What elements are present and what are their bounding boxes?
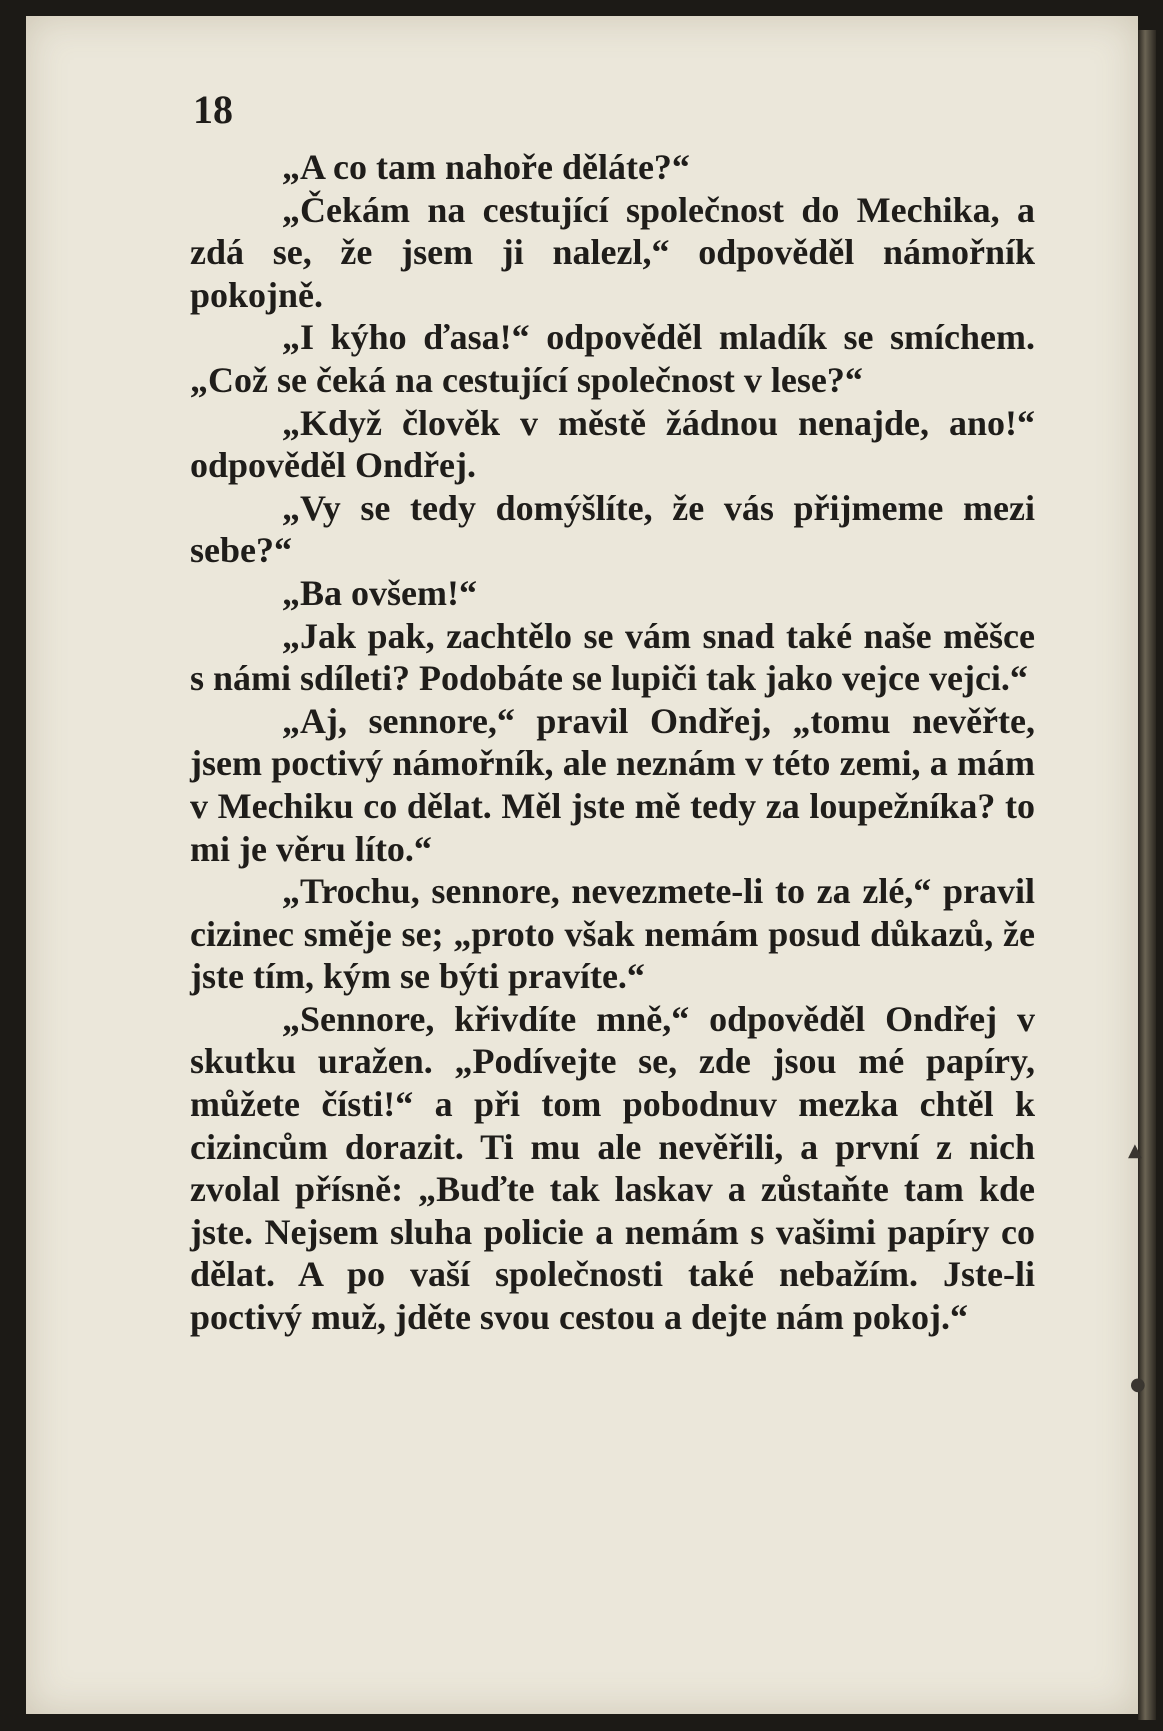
paragraph-5: „Vy se tedy domýšlíte, že vás přijmeme mezi sebe?“ [190,487,1035,571]
paragraph-2: „Čekám na cestující společnost do Mechika, a zdá se, že jsem ji nalezl,“ odpověděl námořník pokojně. [190,189,1035,315]
paragraph-9: „Trochu, sennore, nevezmete-li to za zlé,“ pravil cizinec směje se; „proto však nemám posud důkazů, že jste tím, kým se býti pravíte.“ [190,871,1035,997]
page-text [190,82,1035,1339]
paragraph-1: „A co tam nahoře děláte?“ [282,147,690,187]
paragraph-10: „Sennore, křivdíte mně,“ odpověděl Ondřej v skutku uražen. „Podívejte se, zde jsou mé papíry, můžete čísti!“ a při tom pobodnuv mezka chtěl k cizincům dorazit. Ti mu ale nevěřili, a první z nich zvolal přísně: „Buďte tak laskav a zůstaňte tam kde jste. Nejsem sluha policie a nemám s vašimi papíry co dělat. A po vaší společnosti také nebažím. Jste-li poctivý muž, jděte svou cestou a dejte nám pokoj.“ [190,998,1035,1338]
paragraph-8: „Aj, sennore,“ pravil Ondřej, „tomu nevěřte, jsem poctivý námořník, ale neznám v této zemi, a mám v Mechiku co dělat. Měl jste mě tedy za loupežníka? to mi je věru líto.“ [190,700,1035,869]
paragraph-4: „Když člověk v městě žádnou nenajde, ano!“ odpověděl Ondřej. [190,402,1035,486]
margin-dot-icon: ● [1130,1374,1146,1395]
page-number: 18 [193,87,233,132]
page-binding-edge [1138,30,1156,1720]
paragraph-7: „Jak pak, zachtělo se vám snad také naše měšce s námi sdíleti? Podobáte se lupiči tak jako vejce vejci.“ [190,615,1035,699]
paragraph-3: „I kýho ďasa!“ odpověděl mladík se smíchem. „Což se čeká na cestující společnost v lese?“ [190,317,1035,400]
margin-mark-icon: ▲ [1128,1140,1142,1161]
paragraph-6: „Ba ovšem!“ [282,572,477,613]
